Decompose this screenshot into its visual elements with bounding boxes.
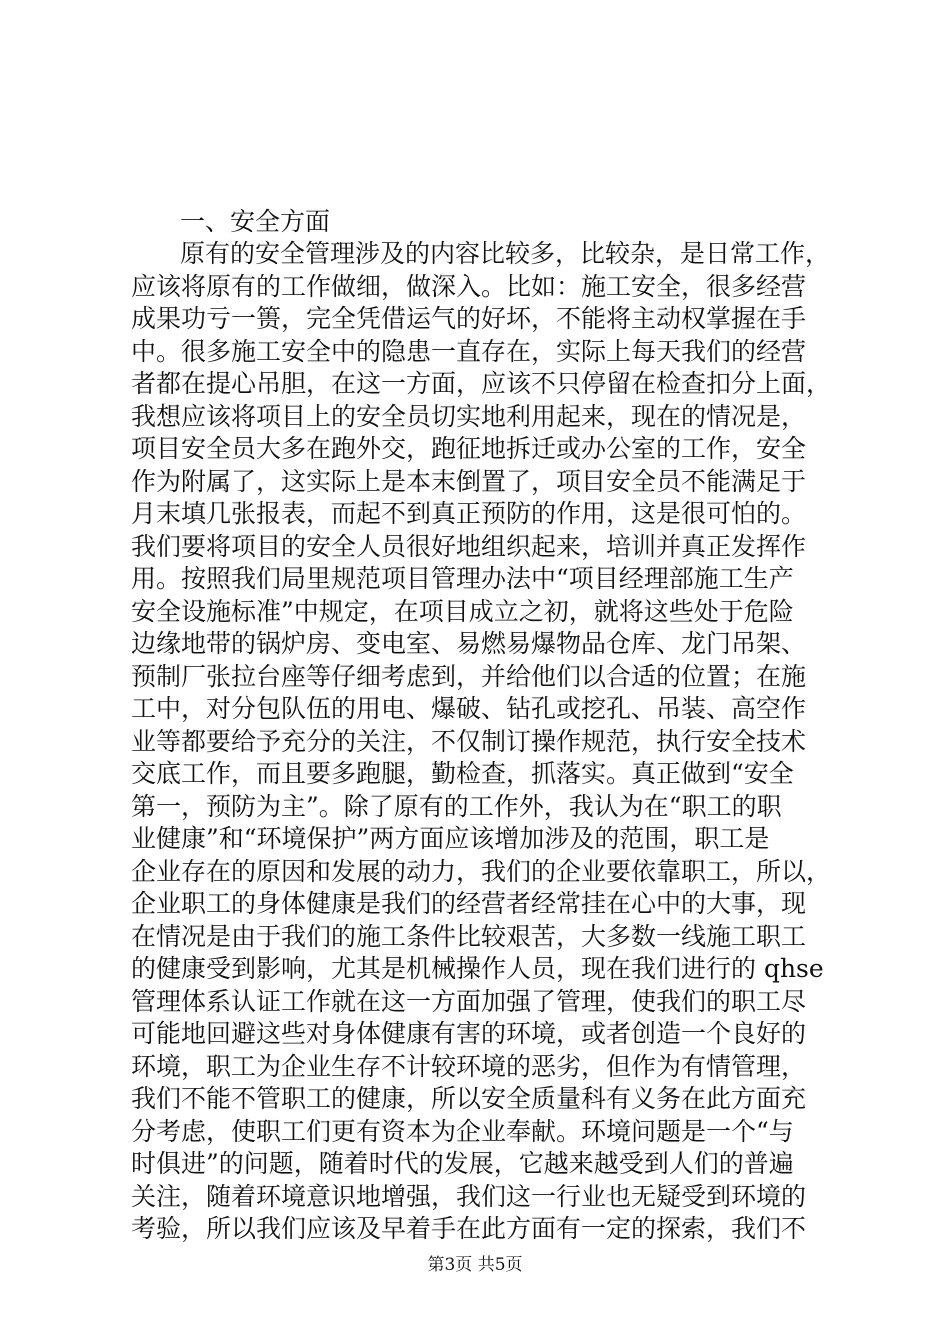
body-line: 安全设施标准”中规定，在项目成立之初，就将这些处于危险 [131,596,794,626]
body-line: 用。按照我们局里规范项目管理办法中“项目经理部施工生产 [131,564,794,593]
body-line: 企业存在的原因和发展的动力，我们的企业要依靠职工，所以， [131,856,832,886]
body-line: 环境，职工为企业生存不计较环境的恶劣，但作为有情管理， [131,1051,807,1081]
body-line: 业等都要给予充分的关注，不仅制订操作规范，执行安全技术 [131,726,807,756]
body-line: 的健康受到影响，尤其是机械操作人员，现在我们进行的 qhse [131,954,824,983]
body-line: 我们不能不管职工的健康，所以安全质量科有义务在此方面充 [131,1084,807,1113]
body-line: 业健康”和“环境保护”两方面应该增加涉及的范围，职工是 [131,824,770,853]
body-line: 我们要将项目的安全人员很好地组织起来，培训并真正发挥作 [131,531,807,561]
body-line: 我想应该将项目上的安全员切实地利用起来，现在的情况是， [131,401,807,431]
body-line: 中。很多施工安全中的隐患一直存在，实际上每天我们的经营 [131,336,807,366]
body-line: 工中，对分包队伍的用电、爆破、钻孔或挖孔、吊装、高空作 [131,694,807,723]
body-line: 者都在提心吊胆，在这一方面，应该不只停留在检查扣分上面， [131,369,832,398]
body-line: 原有的安全管理涉及的内容比较多，比较杂，是日常工作， [180,239,831,268]
body-line: 项目安全员大多在跑外交，跑征地拆迁或办公室的工作，安全 [131,434,807,463]
body-line: 企业职工的身体健康是我们的经营者经常挂在心中的大事，现 [131,889,807,918]
body-line: 在情况是由于我们的施工条件比较艰苦，大多数一线施工职工 [131,921,807,951]
body-line: 分考虑，使职工们更有资本为企业奉献。环境问题是一个“与 [131,1116,794,1146]
body-line: 管理体系认证工作就在这一方面加强了管理，使我们的职工尽 [131,986,807,1016]
body-line: 预制厂张拉台座等仔细考虑到，并给他们以合适的位置；在施 [131,661,807,691]
body-line: 交底工作，而且要多跑腿，勤检查，抓落实。真正做到“安全 [131,759,794,788]
body-line: 可能地回避这些对身体健康有害的环境，或者创造一个良好的 [131,1019,807,1048]
body-line: 边缘地带的锅炉房、变电室、易燃易爆物品仓库、龙门吊架、 [131,629,807,658]
page-number-footer: 第3页 共5页 [427,1255,523,1275]
body-line: 时俱进”的问题，随着时代的发展，它越来越受到人们的普遍 [131,1149,794,1178]
body-line: 作为附属了，这实际上是本末倒置了，项目安全员不能满足于 [131,466,807,496]
body-line: 月末填几张报表，而起不到真正预防的作用，这是很可怕的。 [131,499,807,528]
body-text [131,238,831,1246]
section-heading: 一、安全方面 [180,207,331,236]
body-line: 考验，所以我们应该及早着手在此方面有一定的探索，我们不 [131,1214,807,1243]
body-line: 关注，随着环境意识地增强，我们这一行业也无疑受到环境的 [131,1181,807,1211]
body-line: 应该将原有的工作做细，做深入。比如：施工安全，很多经营 [131,271,807,301]
body-line: 成果功亏一篑，完全凭借运气的好坏，不能将主动权掌握在手 [131,304,807,333]
body-line: 第一，预防为主”。除了原有的工作外，我认为在“职工的职 [131,791,782,821]
